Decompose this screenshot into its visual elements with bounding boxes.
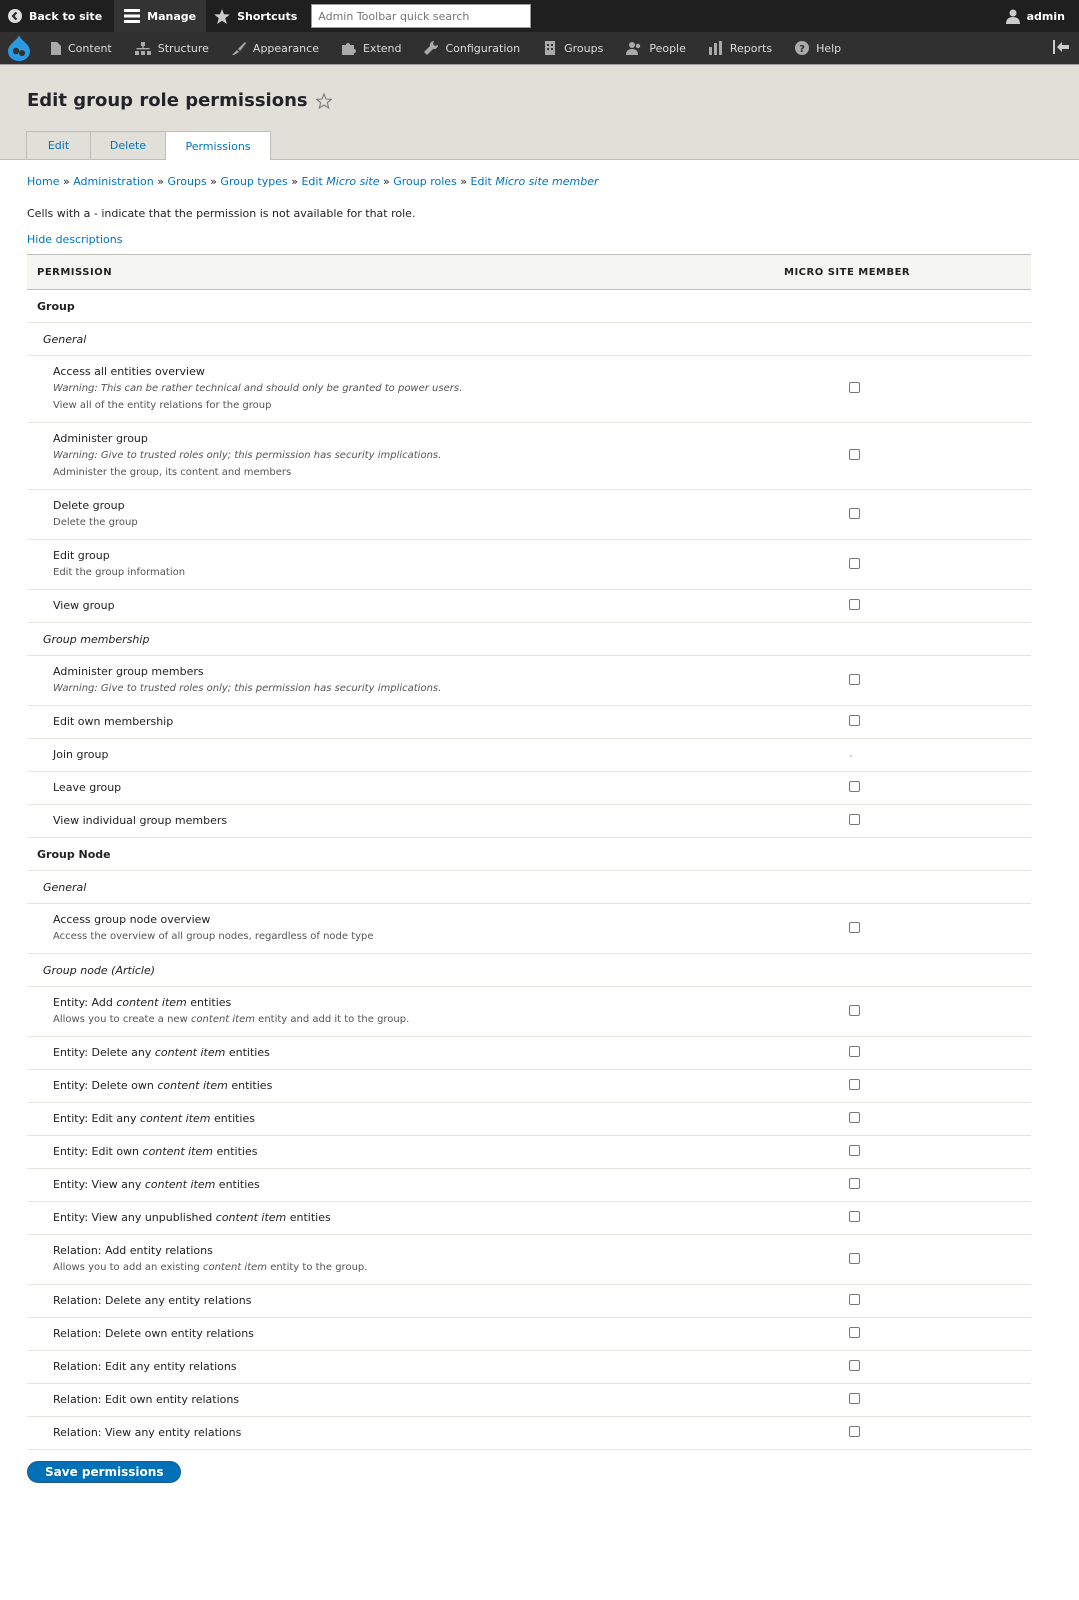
menu-reports-label: Reports — [729, 41, 773, 55]
role-cell — [784, 1285, 1031, 1318]
hamburger-icon — [124, 9, 140, 23]
table-row — [27, 356, 1031, 423]
permission-cell — [27, 706, 784, 739]
permission-name — [53, 1045, 784, 1061]
table-row — [27, 1169, 1031, 1202]
help-icon — [795, 41, 809, 55]
admin-toolbar — [0, 0, 1079, 32]
permission-cell — [27, 1285, 784, 1318]
permission-checkbox[interactable] — [849, 1327, 860, 1338]
menu-people-label: People — [649, 41, 686, 55]
quick-search-input[interactable] — [311, 4, 531, 28]
permission-cell — [27, 904, 784, 954]
shortcuts-label: Shortcuts — [237, 9, 298, 23]
table-row — [27, 871, 1031, 904]
permission-name: Administer group members — [53, 665, 204, 678]
permission-name-prefix: Entity: Add — [53, 996, 117, 1009]
permission-name-suffix: entities — [227, 1079, 273, 1092]
breadcrumb-separator: » — [456, 175, 471, 188]
permission-checkbox[interactable] — [849, 1178, 860, 1189]
permission-checkbox[interactable] — [849, 1294, 860, 1305]
page-header — [0, 65, 1079, 160]
permission-cell — [27, 987, 784, 1037]
permission-name-entity: content item — [140, 1112, 211, 1125]
permission-name: Access group node overview — [53, 913, 211, 926]
permission-cell — [27, 1202, 784, 1235]
breadcrumb-micro-site-member: Micro site member — [495, 175, 599, 188]
permission-name-entity: content item — [154, 1046, 226, 1059]
description-entity: content item — [202, 1262, 268, 1273]
permission-name: Leave group — [53, 781, 122, 794]
permission-name-prefix: Entity: View any unpublished — [53, 1211, 216, 1224]
permission-name-prefix: Entity: Delete own — [53, 1079, 158, 1092]
permission-checkbox[interactable] — [849, 1005, 860, 1016]
permission-warning: Warning: Give to trusted roles only; this permission has security implications. — [53, 683, 442, 694]
role-cell — [784, 1037, 1031, 1070]
people-icon — [626, 41, 642, 55]
column-header-permission: PERMISSION — [27, 255, 784, 290]
page-title — [27, 90, 332, 111]
permission-name-prefix: Entity: Edit own — [53, 1145, 143, 1158]
role-cell — [784, 772, 1031, 805]
permission-description — [53, 1259, 784, 1276]
menu-appearance-label: Appearance — [252, 41, 319, 55]
role-cell — [784, 656, 1031, 706]
permission-name: Edit own membership — [53, 715, 174, 728]
table-row — [27, 1285, 1031, 1318]
permission-name: Access all entities overview — [53, 365, 205, 378]
table-row — [27, 290, 1031, 323]
section-heading: Group membership — [27, 623, 1031, 656]
table-row — [27, 656, 1031, 706]
role-cell — [784, 987, 1031, 1037]
role-cell — [784, 739, 1031, 772]
permission-name — [53, 995, 784, 1011]
breadcrumb-group-roles[interactable]: Group roles — [393, 175, 457, 188]
availability-note: Cells with a - indicate that the permission is not available for that role. — [27, 207, 416, 220]
user-label: admin — [1026, 9, 1065, 23]
menu-configuration[interactable] — [411, 32, 530, 64]
table-row — [27, 623, 1031, 656]
section-heading: General — [27, 871, 1031, 904]
role-cell — [784, 1202, 1031, 1235]
table-row — [27, 1070, 1031, 1103]
permission-name: View group — [53, 599, 115, 612]
table-row — [27, 1103, 1031, 1136]
permission-name-suffix: entities — [225, 1046, 270, 1059]
user-icon — [1006, 9, 1020, 24]
column-header-role: MICRO SITE MEMBER — [784, 255, 1031, 290]
permission-name: Delete group — [53, 499, 125, 512]
table-row — [27, 590, 1031, 623]
permission-name: Relation: View any entity relations — [53, 1426, 242, 1439]
table-row — [27, 1417, 1031, 1450]
provider-heading: Group Node — [27, 838, 1031, 871]
menu-groups-label: Groups — [564, 41, 604, 55]
permission-name-suffix: entities — [212, 1145, 258, 1158]
permission-name — [53, 1177, 784, 1193]
section-heading: Group node (Article) — [27, 954, 1031, 987]
menu-structure[interactable] — [122, 32, 219, 64]
breadcrumb-separator: » — [287, 175, 302, 188]
sitemap-icon — [135, 42, 151, 55]
back-to-site-link[interactable] — [0, 0, 114, 32]
permission-name-suffix: entities — [215, 1178, 260, 1191]
permission-checkbox[interactable] — [849, 814, 860, 825]
role-cell — [784, 1136, 1031, 1169]
permission-description: View all of the entity relations for the group — [53, 400, 272, 411]
shortcut-star-icon[interactable] — [316, 93, 332, 109]
paintbrush-icon — [232, 41, 246, 55]
table-row — [27, 987, 1031, 1037]
permission-checkbox[interactable] — [849, 781, 860, 792]
permission-name-prefix: Entity: View any — [53, 1178, 145, 1191]
role-cell — [784, 1235, 1031, 1285]
wrench-icon — [424, 41, 438, 55]
table-header-row — [27, 255, 1031, 290]
breadcrumb-administration[interactable]: Administration — [73, 175, 154, 188]
permission-checkbox[interactable] — [849, 1253, 860, 1264]
table-row — [27, 1351, 1031, 1384]
role-cell — [784, 1103, 1031, 1136]
permission-name: Relation: Edit any entity relations — [53, 1360, 237, 1373]
permission-name-entity: content item — [116, 996, 187, 1009]
menu-help-label: Help — [816, 41, 842, 55]
menu-reports[interactable] — [696, 32, 782, 64]
table-row — [27, 423, 1031, 490]
back-to-site-label: Back to site — [29, 9, 103, 23]
permission-cell — [27, 1169, 784, 1202]
role-cell — [784, 805, 1031, 838]
puzzle-icon — [342, 41, 356, 55]
user-menu[interactable] — [1006, 0, 1065, 32]
role-cell — [784, 1351, 1031, 1384]
permission-cell — [27, 1417, 784, 1450]
permission-warning: Warning: This can be rather technical and should only be granted to power users. — [53, 383, 463, 394]
drupal-logo-icon[interactable] — [0, 32, 38, 64]
breadcrumb-edit-micro-site[interactable] — [301, 175, 379, 188]
primary-tabs — [26, 131, 270, 160]
breadcrumb-separator: » — [206, 175, 221, 188]
permission-cell — [27, 656, 784, 706]
table-row — [27, 1136, 1031, 1169]
admin-menu — [0, 32, 1079, 65]
bar-chart-icon — [709, 41, 723, 55]
permission-checkbox[interactable] — [849, 558, 860, 569]
table-row — [27, 1235, 1031, 1285]
permission-checkbox[interactable] — [849, 382, 860, 393]
permission-checkbox[interactable] — [849, 1112, 860, 1123]
permission-checkbox[interactable] — [849, 922, 860, 933]
role-cell — [784, 423, 1031, 490]
description-prefix: Allows you to create a new — [53, 1014, 191, 1025]
collapse-toolbar-icon[interactable] — [1053, 40, 1069, 57]
permission-description: Access the overview of all group nodes, regardless of node type — [53, 931, 374, 942]
permission-name: Relation: Delete any entity relations — [53, 1294, 252, 1307]
menu-content-label: Content — [68, 41, 112, 55]
permissions-table — [27, 254, 1031, 1450]
role-cell — [784, 1318, 1031, 1351]
table-row — [27, 739, 1031, 772]
role-cell — [784, 540, 1031, 590]
breadcrumb-groups[interactable]: Groups — [167, 175, 207, 188]
breadcrumb-micro-site: Micro site — [326, 175, 380, 188]
permission-description: Edit the group information — [53, 567, 186, 578]
page-title-text: Edit group role permissions — [27, 90, 308, 111]
manage-label: Manage — [147, 9, 197, 23]
menu-content[interactable] — [38, 32, 122, 64]
breadcrumb-separator: » — [379, 175, 394, 188]
table-row — [27, 1318, 1031, 1351]
menu-appearance[interactable] — [219, 32, 329, 64]
permission-name-entity: content item — [157, 1079, 228, 1092]
main-content — [0, 175, 1079, 1483]
menu-extend-label: Extend — [362, 41, 402, 55]
role-cell — [784, 1070, 1031, 1103]
permission-cell — [27, 1235, 784, 1285]
table-row — [27, 1202, 1031, 1235]
description-suffix: entity to the group. — [267, 1262, 368, 1273]
role-cell — [784, 1384, 1031, 1417]
permission-name — [53, 1078, 784, 1094]
permission-checkbox[interactable] — [849, 1360, 860, 1371]
not-available-indicator: - — [849, 750, 853, 762]
table-row — [27, 904, 1031, 954]
back-arrow-icon — [8, 9, 22, 23]
menu-groups[interactable] — [530, 32, 613, 64]
breadcrumb-separator: » — [153, 175, 168, 188]
permission-checkbox[interactable] — [849, 1211, 860, 1222]
table-row — [27, 323, 1031, 356]
permissions-table-body — [27, 290, 1031, 1450]
permission-checkbox[interactable] — [849, 1393, 860, 1404]
svg-text:?: ? — [799, 44, 805, 55]
breadcrumb-edit-prefix: Edit — [470, 175, 496, 188]
hide-descriptions-link[interactable]: Hide descriptions — [27, 233, 123, 246]
permission-name: Relation: Add entity relations — [53, 1244, 213, 1257]
permission-cell — [27, 540, 784, 590]
shortcuts-tab[interactable] — [206, 0, 309, 32]
permission-checkbox[interactable] — [849, 674, 860, 685]
permission-cell — [27, 1351, 784, 1384]
permission-checkbox[interactable] — [849, 1426, 860, 1437]
description-prefix: Allows you to add an existing — [53, 1262, 203, 1273]
role-cell — [784, 590, 1031, 623]
permission-name-suffix: entities — [210, 1112, 255, 1125]
permission-name: Edit group — [53, 549, 110, 562]
provider-heading: Group — [27, 290, 1031, 323]
role-cell — [784, 356, 1031, 423]
permission-cell — [27, 1384, 784, 1417]
permission-checkbox[interactable] — [849, 1145, 860, 1156]
table-row — [27, 540, 1031, 590]
section-heading: General — [27, 323, 1031, 356]
permission-cell — [27, 1103, 784, 1136]
permission-warning: Warning: Give to trusted roles only; this permission has security implications. — [53, 450, 442, 461]
file-icon — [51, 42, 61, 55]
table-row — [27, 772, 1031, 805]
tab-delete[interactable]: Delete — [90, 131, 166, 159]
permission-checkbox[interactable] — [849, 1079, 860, 1090]
permission-cell — [27, 739, 784, 772]
tab-edit[interactable]: Edit — [26, 131, 91, 159]
role-cell — [784, 1417, 1031, 1450]
menu-extend[interactable] — [329, 32, 412, 64]
permission-cell — [27, 356, 784, 423]
permission-cell — [27, 490, 784, 540]
permission-description — [53, 1011, 784, 1028]
permission-checkbox[interactable] — [849, 449, 860, 460]
permission-name: Administer group — [53, 432, 148, 445]
breadcrumb — [27, 175, 1052, 189]
breadcrumb-edit-prefix: Edit — [301, 175, 327, 188]
breadcrumb-separator: » — [59, 175, 74, 188]
permission-cell — [27, 805, 784, 838]
permission-name — [53, 1111, 784, 1127]
permission-name-entity: content item — [215, 1211, 287, 1224]
breadcrumb-edit-micro-site-member[interactable] — [471, 175, 599, 188]
tab-permissions[interactable]: Permissions — [165, 131, 271, 160]
table-row — [27, 1037, 1031, 1070]
permission-cell — [27, 772, 784, 805]
permission-name-prefix: Entity: Edit any — [53, 1112, 141, 1125]
permission-checkbox[interactable] — [849, 715, 860, 726]
manage-tab[interactable] — [114, 0, 206, 32]
role-cell — [784, 706, 1031, 739]
menu-structure-label: Structure — [157, 41, 209, 55]
table-row — [27, 838, 1031, 871]
permission-name-suffix: entities — [286, 1211, 331, 1224]
group-icon — [543, 41, 557, 55]
permission-name: Join group — [53, 748, 109, 761]
permission-name — [53, 1144, 784, 1160]
permission-name — [53, 1210, 784, 1226]
table-row — [27, 1384, 1031, 1417]
breadcrumb-group-types[interactable]: Group types — [220, 175, 288, 188]
role-cell — [784, 1169, 1031, 1202]
role-cell — [784, 490, 1031, 540]
menu-help[interactable] — [782, 32, 851, 64]
permission-cell — [27, 1318, 784, 1351]
permission-name-suffix: entities — [186, 996, 232, 1009]
permission-checkbox[interactable] — [849, 599, 860, 610]
table-row — [27, 706, 1031, 739]
permission-name-entity: content item — [142, 1145, 213, 1158]
table-row — [27, 954, 1031, 987]
permission-description: Delete the group — [53, 517, 138, 528]
table-row — [27, 805, 1031, 838]
permission-name: View individual group members — [53, 814, 228, 827]
permission-checkbox[interactable] — [849, 1046, 860, 1057]
description-entity: content item — [190, 1014, 255, 1025]
star-icon — [214, 9, 230, 24]
permission-checkbox[interactable] — [849, 508, 860, 519]
table-row — [27, 490, 1031, 540]
permission-name: Relation: Delete own entity relations — [53, 1327, 254, 1340]
permission-cell — [27, 1070, 784, 1103]
permission-cell — [27, 423, 784, 490]
menu-people[interactable] — [613, 32, 696, 64]
menu-configuration-label: Configuration — [445, 41, 521, 55]
permission-cell — [27, 590, 784, 623]
save-permissions-button[interactable]: Save permissions — [27, 1461, 181, 1483]
breadcrumb-home[interactable]: Home — [27, 175, 60, 188]
permission-cell — [27, 1136, 784, 1169]
permission-cell — [27, 1037, 784, 1070]
permission-name-entity: content item — [144, 1178, 216, 1191]
permission-name: Relation: Edit own entity relations — [53, 1393, 240, 1406]
role-cell — [784, 904, 1031, 954]
permission-description: Administer the group, its content and members — [53, 467, 292, 478]
description-suffix: entity and add it to the group. — [255, 1014, 410, 1025]
permission-name-prefix: Entity: Delete any — [53, 1046, 155, 1059]
